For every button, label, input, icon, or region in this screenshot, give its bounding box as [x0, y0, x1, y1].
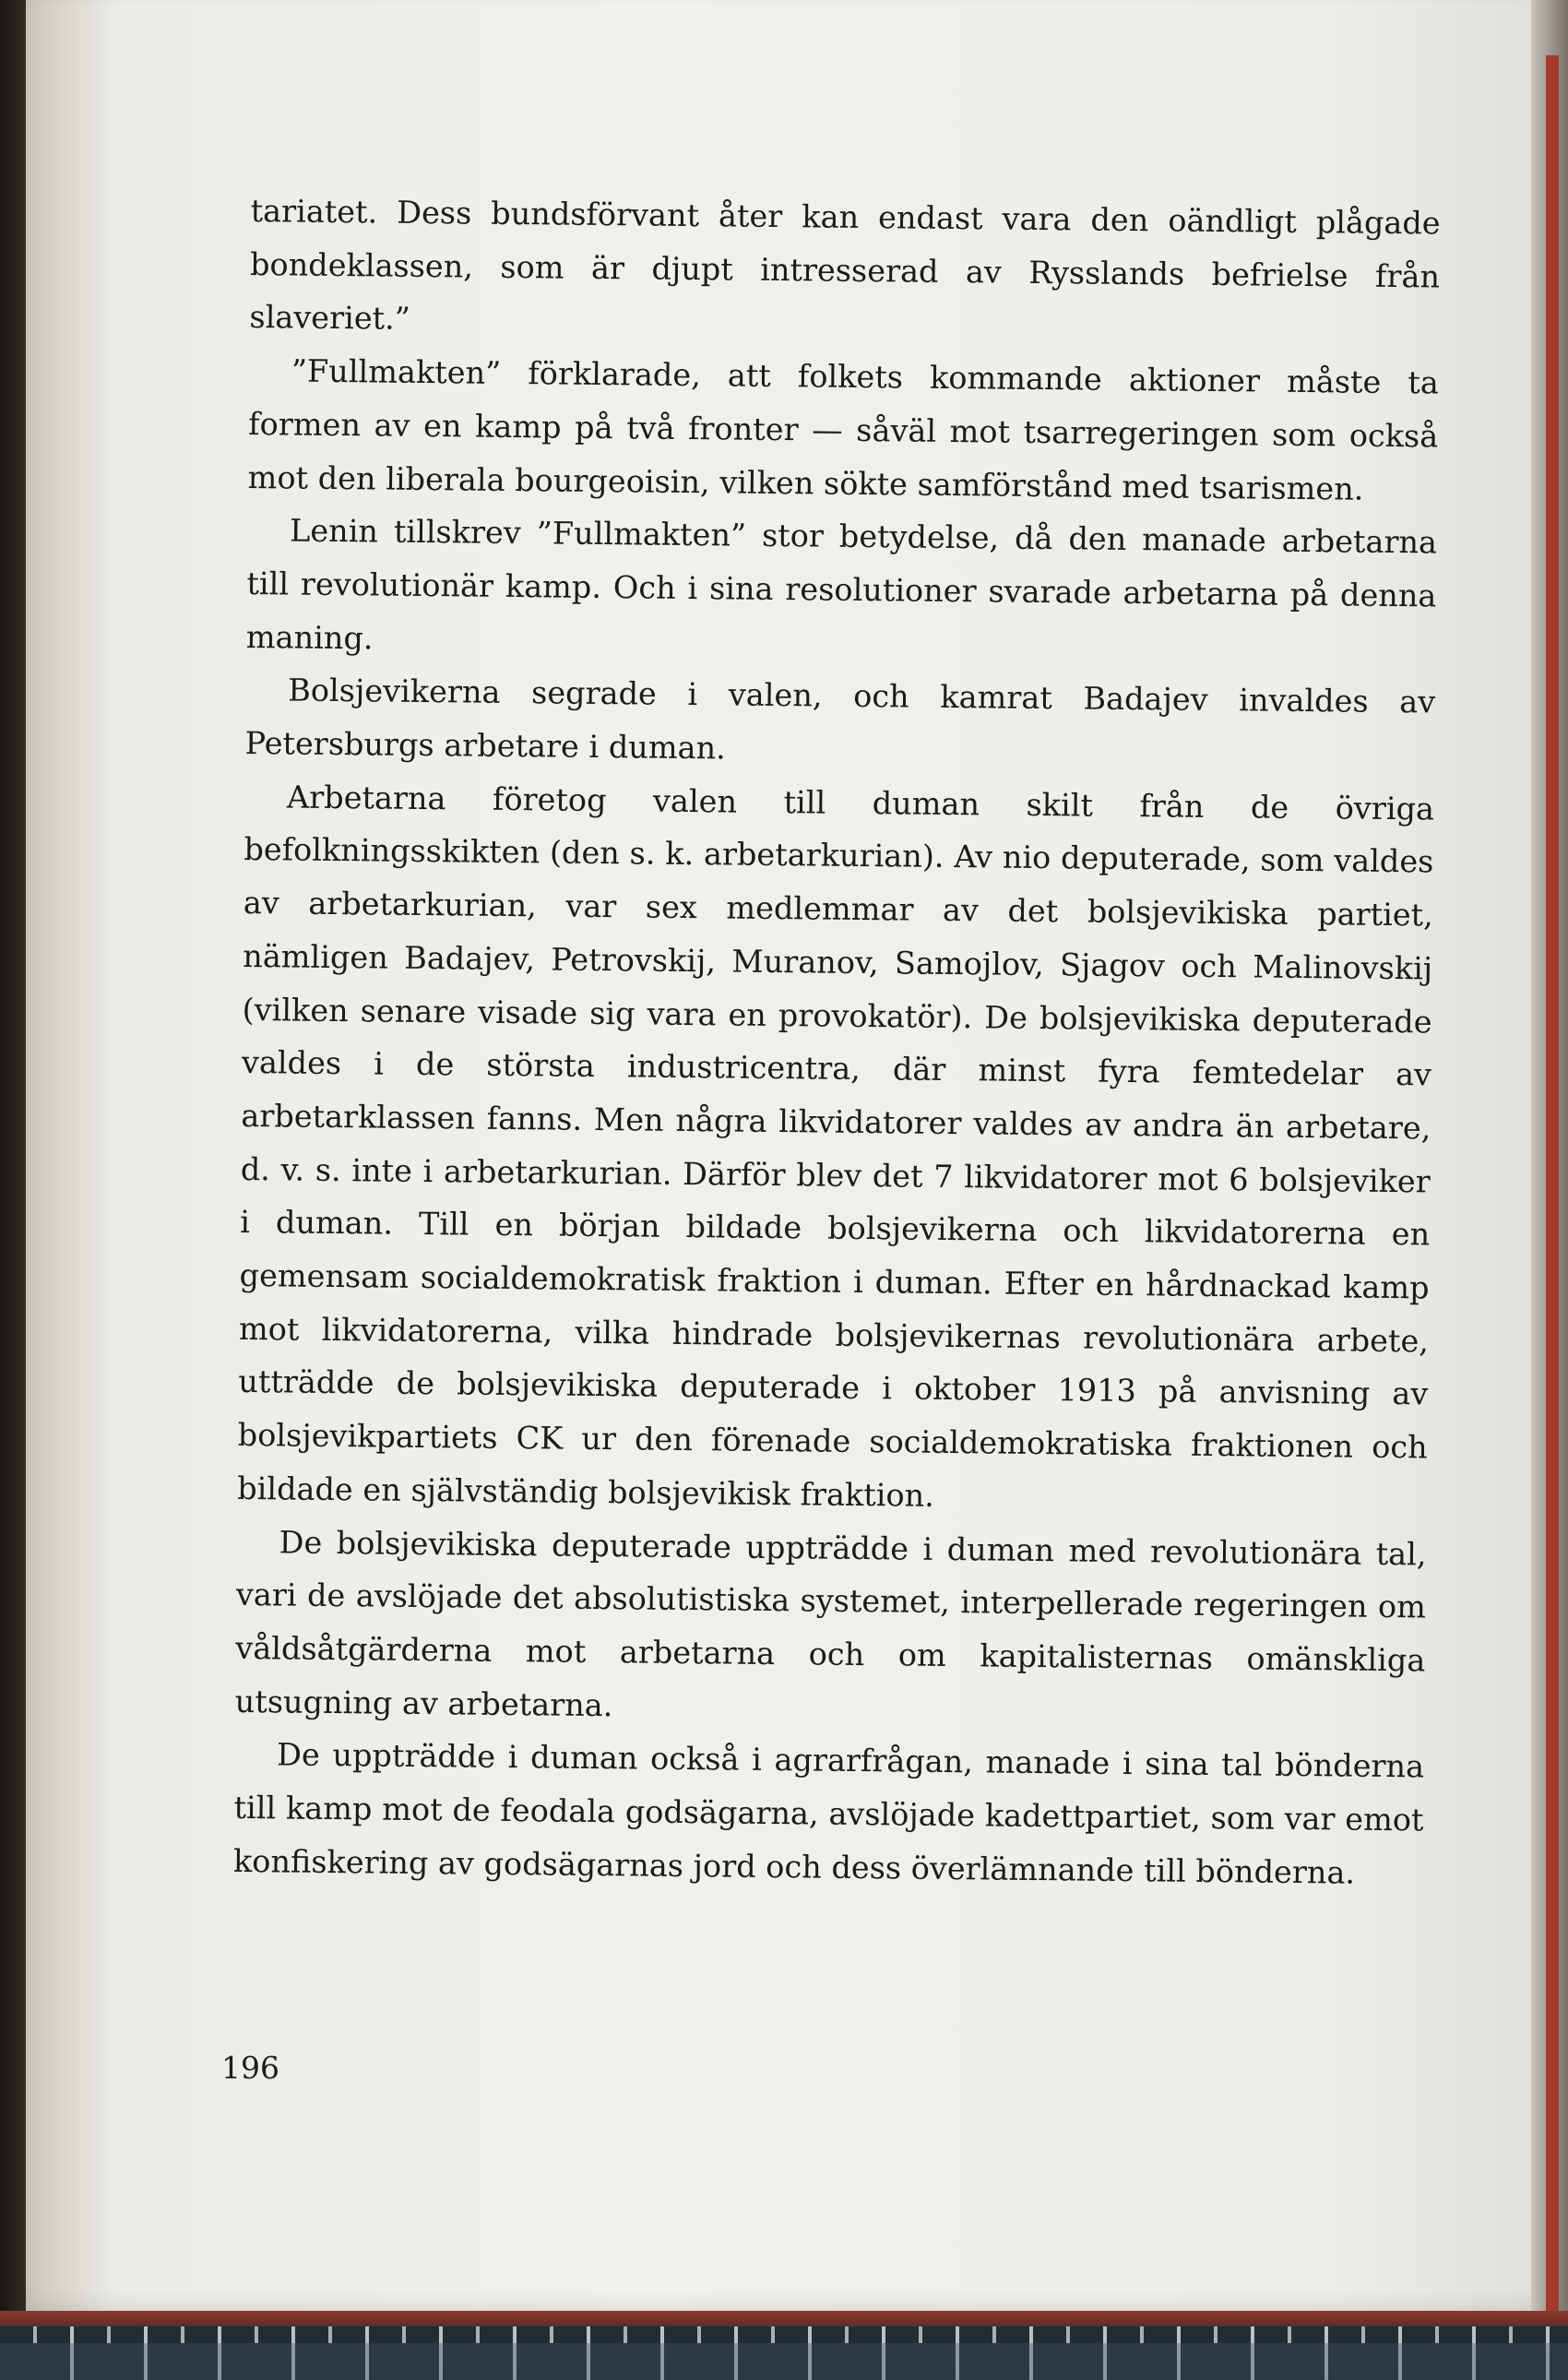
paragraph-5: Arbetarna företog valen till duman skilt från de övriga befolkningsskikten (den s. k. arbetarkurian). Av nio deputerade, som valdes av arbetarkurian, var sex medlemmar av det bolsjevikiska partiet, nämligen Badajev, Petrovskij, Muranov, Samojlov, Sjagov och Malinovskij (vilken senare visade sig vara en provokatör). De bolsjevikiska deputerade valdes i de största industricentra, där minst fyra femtedelar av arbetarklassen fanns. Men några likvidatorer valdes av andra än arbetare, d. v. s. inte i arbetarkurian. Därför blev det 7 likvidatorer mot 6 bolsjeviker i duman. Till en början bildade bolsjevikerna och likvidatorerna en gemensam socialdemokratisk fraktion i duman. Efter en hårdnackad kamp mot likvidatorerna, vilka hindrade bolsjevikernas revolutionära arbete, utträdde de bolsjevikiska deputerade i oktober 1913 på anvisning av bolsjevikpartiets CK ur den förenade socialdemokratiska fraktionen och bildade en självständig bolsjevikisk fraktion. — [236, 779, 1435, 1514]
paragraph-2: ”Fullmakten” förklarade, att folkets kommande aktioner måste ta formen av en kamp på två fronter — såväl mot tsarregeringen som också mot den liberala bourgeoisin, vilken sökte samförstånd med tsarismen. — [247, 352, 1440, 507]
page-number: 196 — [221, 2050, 279, 2086]
book-cover-edge — [1546, 55, 1559, 2315]
body-text — [233, 184, 1441, 1900]
paragraph-4: Bolsjevikerna segrade i valen, och kamrat Badajev invaldes av Petersburgs arbetare i duman. — [244, 672, 1436, 767]
paragraph-1: tariatet. Dess bundsförvant åter kan endast vara den oändligt plågade bondeklassen, som är djupt intresserad av Rysslands befrielse från slaveriet.” — [249, 192, 1441, 338]
paragraph-3: Lenin tillskrev ”Fullmakten” stor betydelse, då den manade arbetarna till revolutionär kamp. Och i sina resolutioner svarade arbetarna på denna maning. — [245, 512, 1438, 657]
paragraph-7: De uppträdde i duman också i agrarfrågan, manade i sina tal bönderna till kamp mot de feodala godsägarna, avslöjade kadettpartiet, som var emot konfiskering av godsägarnas jord och dess överlämnande till bönderna. — [232, 1736, 1425, 1891]
paragraph-6: De bolsjevikiska deputerade uppträdde i duman med revolutionära tal, vari de avslöjade det absolutistiska systemet, interpellerade regeringen om våldsåtgärderna mot arbetarna och om kapitalisternas omänskliga utsugning av arbetarna. — [234, 1523, 1427, 1723]
scan-ruler-ticks — [0, 2326, 1568, 2343]
